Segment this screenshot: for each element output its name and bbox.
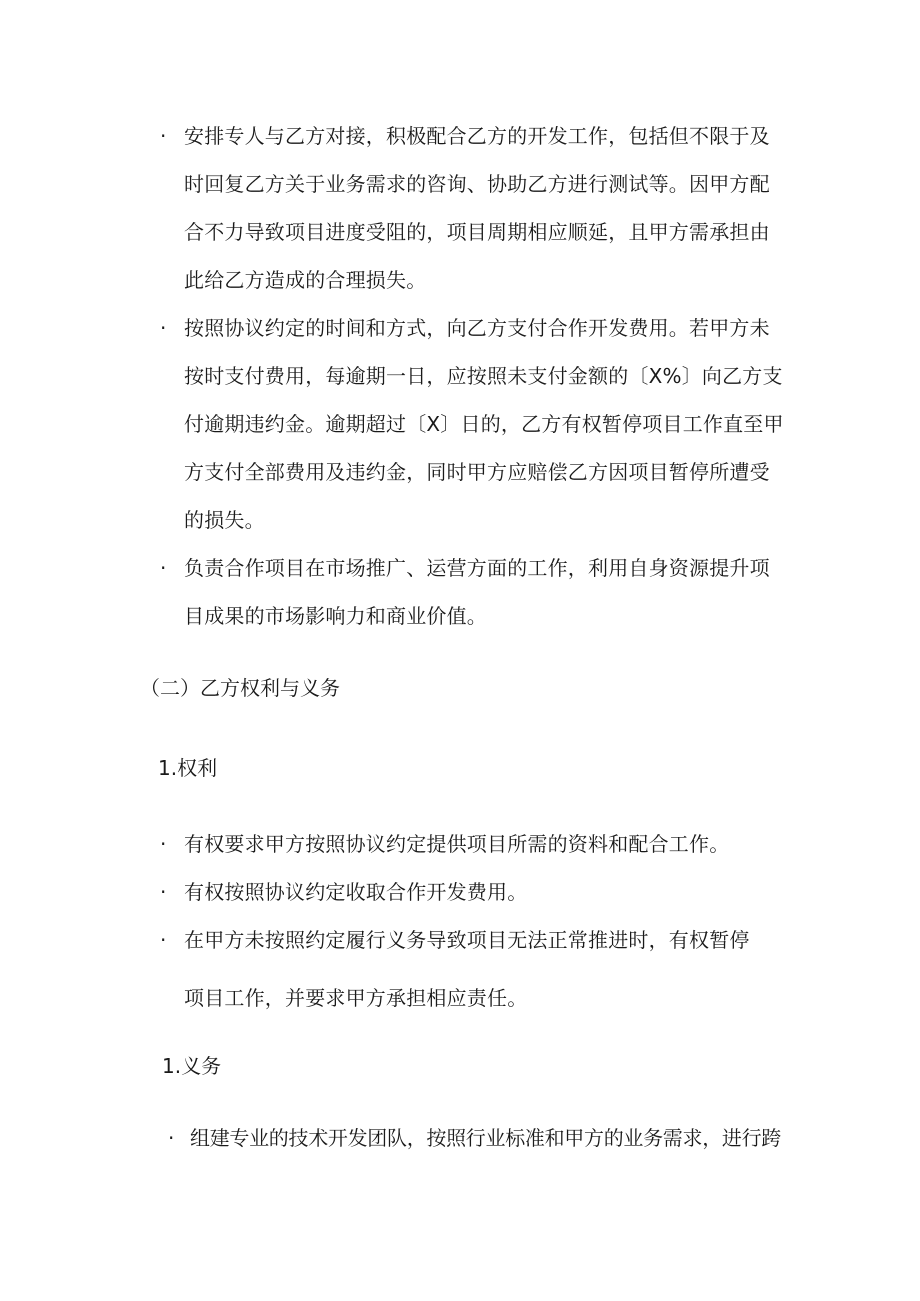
paragraph-line: 按时支付费用，每逾期一日，应按照未支付金额的〔X%〕向乙方支 — [184, 364, 783, 388]
paragraph-line: 按照协议约定的时间和方式，向乙方支付合作开发费用。若甲方未 — [184, 316, 770, 340]
section-heading: （二）乙方权利与义务 — [140, 676, 340, 700]
bullet-marker: · — [160, 880, 167, 904]
bullet-marker: · — [160, 832, 167, 856]
paragraph-line: 时回复乙方关于业务需求的咨询、协助乙方进行测试等。因甲方配 — [184, 172, 770, 196]
paragraph-line: 组建专业的技术开发团队，按照行业标准和甲方的业务需求，进行跨 — [190, 1126, 781, 1150]
bullet-marker: · — [160, 928, 167, 952]
paragraph-line: 合不力导致项目进度受阻的，项目周期相应顺延，且甲方需承担由 — [184, 220, 770, 244]
paragraph-line: 方支付全部费用及违约金，同时甲方应赔偿乙方因项目暂停所遭受 — [184, 460, 770, 484]
paragraph-line: 安排专人与乙方对接，积极配合乙方的开发工作，包括但不限于及 — [184, 124, 770, 148]
paragraph-line: 在甲方未按照约定履行义务导致项目无法正常推进时，有权暂停 — [184, 928, 750, 952]
paragraph-line: 付逾期违约金。逾期超过〔X〕日的，乙方有权暂停项目工作直至甲 — [184, 412, 784, 436]
bullet-marker: · — [160, 316, 167, 340]
bullet-marker: · — [160, 124, 167, 148]
bullet-marker: · — [168, 1126, 175, 1150]
paragraph-line: 有权要求甲方按照协议约定提供项目所需的资料和配合工作。 — [184, 832, 730, 856]
paragraph-line: 有权按照协议约定收取合作开发费用。 — [184, 880, 528, 904]
paragraph-line: 项目工作，并要求甲方承担相应责任。 — [184, 986, 528, 1010]
bullet-marker: · — [160, 556, 167, 580]
subsection-heading-obligations: 1.义务 — [162, 1054, 222, 1078]
paragraph-line: 的损失。 — [184, 508, 265, 532]
subsection-heading-rights: 1.权利 — [158, 756, 218, 780]
paragraph-line: 负责合作项目在市场推广、运营方面的工作，利用自身资源提升项 — [184, 556, 770, 580]
paragraph-line: 此给乙方造成的合理损失。 — [184, 268, 427, 292]
paragraph-line: 目成果的市场影响力和商业价值。 — [184, 604, 487, 628]
